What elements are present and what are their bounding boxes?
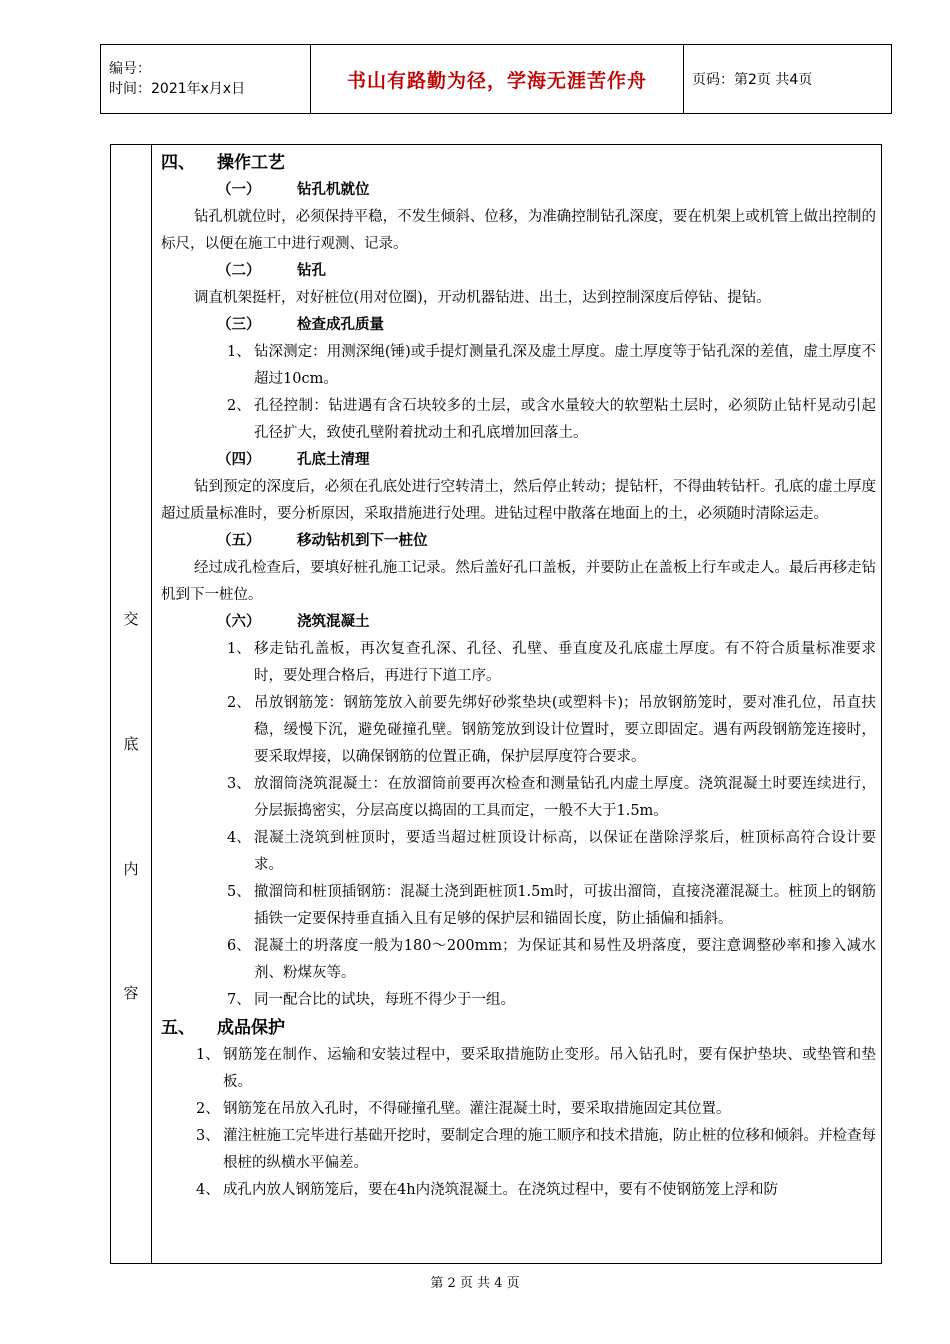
motto: 书山有路勤为径，学海无涯苦作舟 bbox=[311, 45, 684, 114]
content-body bbox=[161, 149, 876, 1204]
list-item: 4、 混凝土浇筑到桩顶时，要适当超过桩顶设计标高，以保证在凿除浮浆后，桩顶标高符合设计要求。 bbox=[227, 830, 876, 873]
paragraph: 钻孔机就位时，必须保持平稳，不发生倾斜、位移，为准确控制钻孔深度，要在机架上或机管上做出控制的标尺，以便在施工中进行观测、记录。 bbox=[161, 209, 876, 252]
paragraph: 经过成孔检查后，要填好桩孔施工记录。然后盖好孔口盖板，并要防止在盖板上行车或走人。最后再移走钻机到下一桩位。 bbox=[161, 560, 876, 603]
subsection-heading: （五） 移动钻机到下一桩位 bbox=[217, 533, 428, 549]
list-item: 3、 灌注桩施工完毕进行基础开挖时，要制定合理的施工顺序和技术措施，防止桩的位移和倾斜。并检查每根桩的纵横水平偏差。 bbox=[196, 1128, 876, 1171]
list-item: 3、 放溜筒浇筑混凝土：在放溜筒前要再次检查和测量钻孔内虚土厚度。浇筑混凝土时要连续进行，分层振捣密实，分层高度以捣固的工具而定，一般不大于1.5m。 bbox=[227, 776, 876, 819]
list-item: 1、 钻深测定：用测深绳(锤)或手提灯测量孔深及虚土厚度。虚土厚度等于钻孔深的差值，虚土厚度不超过10cm。 bbox=[227, 344, 876, 387]
list-item: 5、 撤溜筒和桩顶插钢筋：混凝土浇到距桩顶1.5m时，可拔出溜筒，直接浇灌混凝土。桩顶上的钢筋插铁一定要保持垂直插入且有足够的保护层和锚固长度，防止插偏和插斜。 bbox=[227, 884, 876, 927]
section-heading: 五、 成品保护 bbox=[161, 1018, 285, 1038]
page-footer: 第 2 页 共 4 页 bbox=[430, 1276, 520, 1291]
side-char: 内 bbox=[123, 860, 139, 878]
number-label: 编号： bbox=[109, 61, 151, 77]
list-item: 4、 成孔内放人钢筋笼后，要在4h内浇筑混凝土。在浇筑过程中，要有不使钢筋笼上浮和防 bbox=[196, 1182, 779, 1198]
list-item: 2、 钢筋笼在吊放入孔时，不得碰撞孔壁。灌注混凝土时，要采取措施固定其位置。 bbox=[196, 1101, 731, 1117]
subsection-heading: （六） 浇筑混凝土 bbox=[217, 614, 370, 630]
page-label: 页码：第2页 共4页 bbox=[684, 45, 892, 114]
header-info-cell bbox=[101, 45, 311, 114]
content-frame bbox=[110, 144, 882, 1264]
side-char: 底 bbox=[123, 735, 139, 753]
section-heading: 四、 操作工艺 bbox=[161, 153, 285, 173]
subsection-heading: （四） 孔底土清理 bbox=[217, 452, 370, 468]
subsection-heading: （一） 钻孔机就位 bbox=[217, 182, 370, 198]
paragraph: 调直机架挺杆，对好桩位(用对位圈)，开动机器钻进、出土，达到控制深度后停钻、提钻。 bbox=[194, 290, 771, 306]
list-item: 6、 混凝土的坍落度一般为180～200mm；为保证其和易性及坍落度，要注意调整砂率和掺入减水剂、粉煤灰等。 bbox=[227, 938, 876, 981]
list-item: 2、 孔径控制：钻进遇有含石块较多的土层，或含水量较大的软塑粘土层时，必须防止钻杆晃动引起孔径扩大，致使孔壁附着扰动土和孔底增加回落土。 bbox=[227, 398, 876, 441]
subsection-heading: （三） 检查成孔质量 bbox=[217, 317, 384, 333]
list-item: 1、 钢筋笼在制作、运输和安装过程中，要采取措施防止变形。吊入钻孔时，要有保护垫块、或垫管和垫板。 bbox=[196, 1047, 876, 1090]
date-label: 时间：2021年x月x日 bbox=[109, 81, 246, 97]
paragraph: 钻到预定的深度后，必须在孔底处进行空转清土，然后停止转动；提钻杆，不得曲转钻杆。孔底的虚土厚度超过质量标准时，要分析原因，采取措施进行处理。进钻过程中散落在地面上的土，必须随时清除运走。 bbox=[161, 479, 876, 522]
subsection-heading: （二） 钻孔 bbox=[217, 263, 326, 279]
list-item: 7、 同一配合比的试块，每班不得少于一组。 bbox=[227, 992, 515, 1008]
list-item: 1、 移走钻孔盖板，再次复查孔深、孔径、孔壁、垂直度及孔底虚土厚度。有不符合质量标准要求时，要处理合格后，再进行下道工序。 bbox=[227, 641, 876, 684]
side-char: 容 bbox=[123, 984, 139, 1002]
side-label-column bbox=[111, 145, 152, 1263]
side-char: 交 bbox=[123, 610, 139, 628]
header-table bbox=[100, 44, 892, 114]
list-item: 2、 吊放钢筋笼：钢筋笼放入前要先绑好砂浆垫块(或塑料卡)；吊放钢筋笼时，要对准孔位，吊直扶稳，缓慢下沉，避免碰撞孔壁。钢筋笼放到设计位置时，要立即固定。遇有两段钢筋笼连接时，要采取焊接，以确保钢筋的位置正确，保护层厚度符合要求。 bbox=[227, 695, 876, 765]
